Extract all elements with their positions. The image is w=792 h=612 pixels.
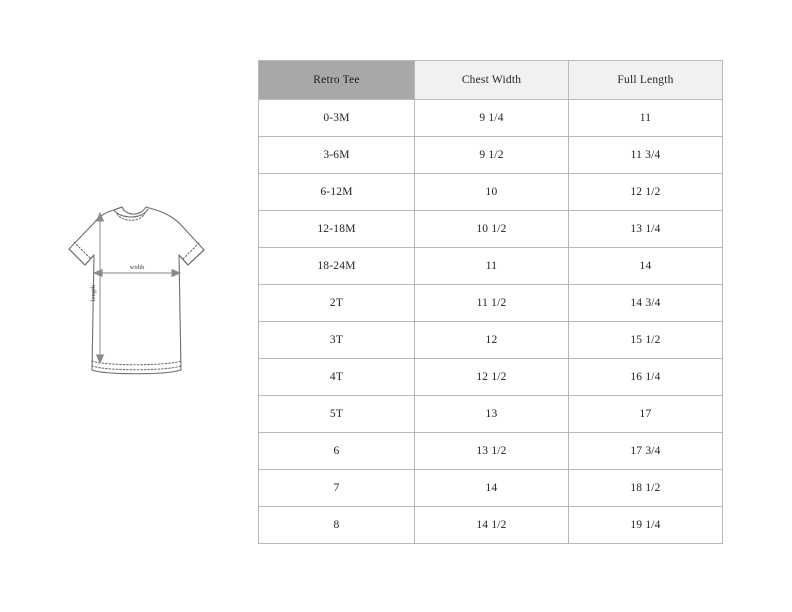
cell-size: 7 <box>259 470 415 507</box>
cell-size: 4T <box>259 359 415 396</box>
cell-full-length: 19 1/4 <box>569 507 723 544</box>
cell-size: 0-3M <box>259 100 415 137</box>
cell-full-length: 13 1/4 <box>569 211 723 248</box>
cell-chest-width: 9 1/2 <box>415 137 569 174</box>
table-header-row <box>259 61 723 100</box>
cell-full-length: 11 3/4 <box>569 137 723 174</box>
column-header-size: Retro Tee <box>259 61 415 100</box>
cell-chest-width: 13 1/2 <box>415 433 569 470</box>
cell-full-length: 17 <box>569 396 723 433</box>
table-row <box>259 322 723 359</box>
cell-full-length: 16 1/4 <box>569 359 723 396</box>
cell-chest-width: 9 1/4 <box>415 100 569 137</box>
cell-full-length: 14 <box>569 248 723 285</box>
tee-shirt-diagram <box>36 185 236 385</box>
cell-chest-width: 14 <box>415 470 569 507</box>
cell-size: 6-12M <box>259 174 415 211</box>
table-row <box>259 507 723 544</box>
table-row <box>259 470 723 507</box>
cell-chest-width: 11 <box>415 248 569 285</box>
cell-size: 8 <box>259 507 415 544</box>
cell-size: 3T <box>259 322 415 359</box>
cell-size: 18-24M <box>259 248 415 285</box>
cell-size: 5T <box>259 396 415 433</box>
cell-full-length: 15 1/2 <box>569 322 723 359</box>
cell-chest-width: 11 1/2 <box>415 285 569 322</box>
size-chart-table <box>258 60 723 544</box>
cell-chest-width: 12 <box>415 322 569 359</box>
cell-size: 12-18M <box>259 211 415 248</box>
table-row <box>259 396 723 433</box>
table-row <box>259 359 723 396</box>
cell-chest-width: 12 1/2 <box>415 359 569 396</box>
cell-full-length: 18 1/2 <box>569 470 723 507</box>
table-row <box>259 100 723 137</box>
length-label: length <box>90 284 97 302</box>
table-row <box>259 248 723 285</box>
table-row <box>259 174 723 211</box>
cell-chest-width: 13 <box>415 396 569 433</box>
table-row <box>259 211 723 248</box>
cell-chest-width: 10 1/2 <box>415 211 569 248</box>
cell-chest-width: 10 <box>415 174 569 211</box>
column-header-full-length: Full Length <box>569 61 723 100</box>
cell-full-length: 17 3/4 <box>569 433 723 470</box>
cell-full-length: 14 3/4 <box>569 285 723 322</box>
cell-full-length: 12 1/2 <box>569 174 723 211</box>
cell-chest-width: 14 1/2 <box>415 507 569 544</box>
width-label: width <box>129 264 145 271</box>
table-row <box>259 433 723 470</box>
column-header-chest-width: Chest Width <box>415 61 569 100</box>
cell-size: 6 <box>259 433 415 470</box>
cell-full-length: 11 <box>569 100 723 137</box>
table-row <box>259 285 723 322</box>
cell-size: 2T <box>259 285 415 322</box>
cell-size: 3-6M <box>259 137 415 174</box>
table-row <box>259 137 723 174</box>
